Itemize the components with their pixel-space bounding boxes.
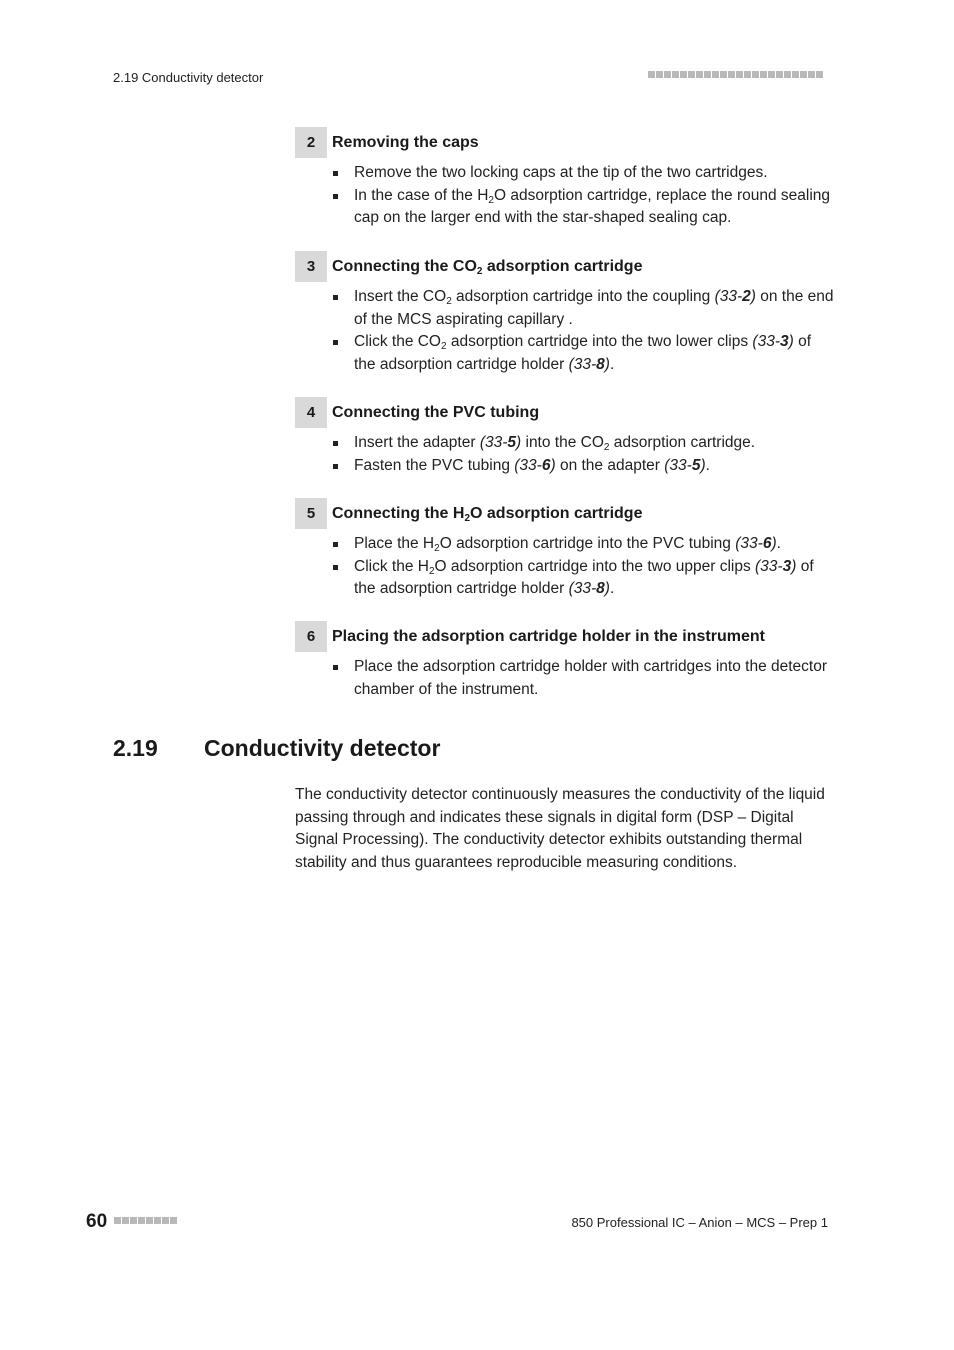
footer-product-title: 850 Professional IC – Anion – MCS – Prep 1	[571, 1215, 828, 1230]
decoration-square	[680, 71, 687, 78]
step-number: 4	[295, 397, 327, 428]
decoration-square	[744, 71, 751, 78]
step-title: Connecting the $CO_2$ adsorption cartridge	[332, 257, 643, 277]
page-number: 60	[86, 1211, 108, 1232]
list-item: Place the adsorption cartridge holder with cartridges into the detector chamber of the instrument.	[295, 656, 835, 701]
list-item: Insert the adapter (33-5) into the $CO_2$ adsorption cartridge.	[295, 432, 835, 455]
section-number: 2.19	[113, 735, 158, 761]
decoration-square	[130, 1217, 137, 1224]
decoration-square	[808, 71, 815, 78]
section-title: Conductivity detector	[204, 735, 441, 761]
decoration-square	[768, 71, 775, 78]
decoration-square	[776, 71, 783, 78]
step-title: Removing the caps	[332, 133, 479, 151]
decoration-square	[170, 1217, 177, 1224]
decoration-square	[154, 1217, 161, 1224]
decoration-square	[800, 71, 807, 78]
step-6	[295, 621, 835, 701]
step-number: 3	[295, 251, 327, 282]
step-4	[295, 397, 835, 477]
header-decoration-squares	[648, 71, 823, 78]
decoration-square	[114, 1217, 121, 1224]
decoration-square	[792, 71, 799, 78]
decoration-square	[712, 71, 719, 78]
decoration-square	[752, 71, 759, 78]
step-title: Placing the adsorption cartridge holder in the instrument	[332, 627, 765, 645]
list-item: In the case of the $H_2O$ adsorption cartridge, replace the round sealing cap on the larger end with the star-shaped sealing cap.	[295, 185, 835, 230]
step-title: Connecting the $H_2O$ adsorption cartridge	[332, 504, 643, 524]
step-3	[295, 251, 835, 376]
decoration-square	[138, 1217, 145, 1224]
decoration-square	[664, 71, 671, 78]
list-item: Place the $H_2O$ adsorption cartridge into the PVC tubing (33-6).	[295, 533, 835, 556]
step-number: 5	[295, 498, 327, 529]
step-number: 2	[295, 127, 327, 158]
step-5	[295, 498, 835, 601]
step-title: Connecting the PVC tubing	[332, 403, 540, 421]
decoration-square	[816, 71, 823, 78]
decoration-square	[736, 71, 743, 78]
list-item: Click the $CO_2$ adsorption cartridge into the two lower clips (33-3) of the adsorption cartridge holder (33-8).	[295, 331, 835, 376]
step-2	[295, 127, 835, 230]
decoration-square	[672, 71, 679, 78]
decoration-square	[146, 1217, 153, 1224]
list-item: Click the $H_2O$ adsorption cartridge into the two upper clips (33-3) of the adsorption cartridge holder (33-8).	[295, 556, 835, 601]
decoration-square	[688, 71, 695, 78]
list-item: Remove the two locking caps at the tip of the two cartridges.	[295, 162, 835, 185]
decoration-square	[122, 1217, 129, 1224]
decoration-square	[656, 71, 663, 78]
footer-decoration-squares	[114, 1217, 177, 1224]
running-header-title: 2.19 Conductivity detector	[113, 70, 264, 85]
decoration-square	[760, 71, 767, 78]
decoration-square	[696, 71, 703, 78]
decoration-square	[704, 71, 711, 78]
decoration-square	[720, 71, 727, 78]
decoration-square	[162, 1217, 169, 1224]
list-item: Insert the $CO_2$ adsorption cartridge into the coupling (33-2) on the end of the MCS aspirating capillary .	[295, 286, 835, 331]
list-item: Fasten the PVC tubing (33-6) on the adapter (33-5).	[295, 455, 835, 478]
step-number: 6	[295, 621, 327, 652]
section-heading	[113, 735, 440, 762]
decoration-square	[728, 71, 735, 78]
decoration-square	[648, 71, 655, 78]
decoration-square	[784, 71, 791, 78]
section-paragraph: The conductivity detector continuously measures the conductivity of the liquid passing through and indicates these signals in digital form (DSP – Digital Signal Processing). The conductivity detector exhibits outstanding thermal stability and thus guarantees reproducible measuring conditions.	[295, 786, 825, 871]
